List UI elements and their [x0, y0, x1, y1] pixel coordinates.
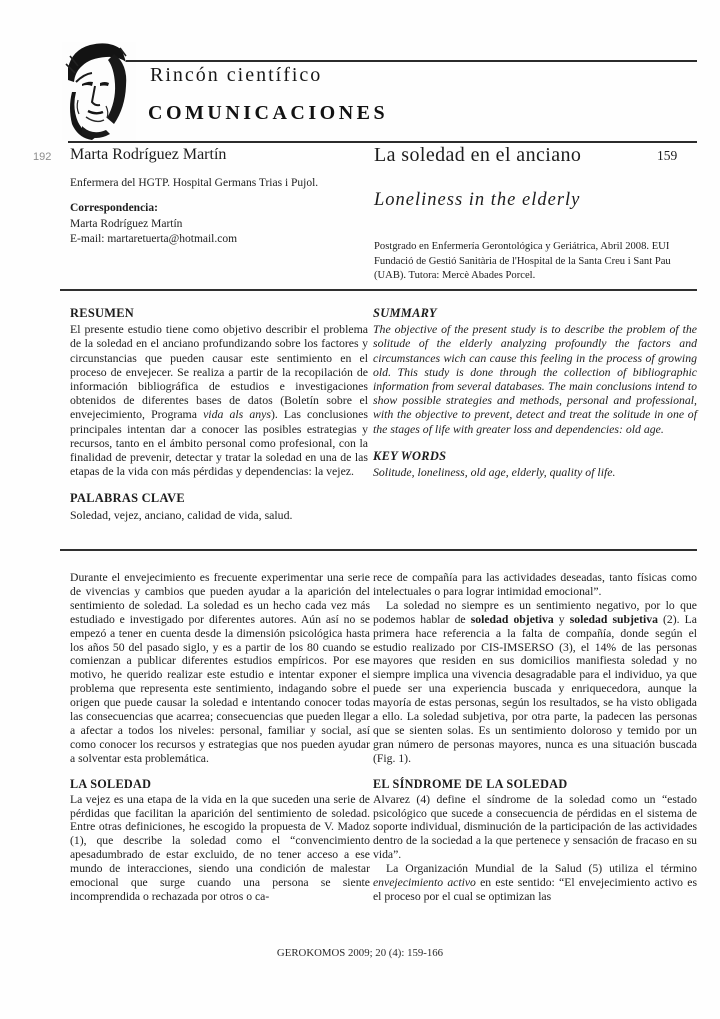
article-title-english: Loneliness in the elderly: [374, 190, 581, 210]
soledad-objetiva-term: soledad objetiva: [470, 612, 554, 626]
envejecimiento-activo-term: envejecimiento activo: [373, 876, 476, 890]
correspondence-name: Marta Rodríguez Martín: [70, 217, 183, 230]
correspondence-email: E-mail: martaretuerta@hotmail.com: [70, 233, 238, 245]
resumen-body: El presente estudio tiene como objetivo describir el problema de la soledad en el anciano profundizando sobre los factores y circunstancias que pueden causar este sentimiento en el proceso de envejecer. Se realiza a partir de la recopilación de información bibliográfica de estudios e investigaciones obtenidos de diferentes bases de datos (Boletín sobre el envejecimiento, Programa vida als anys). Las conclusiones principales intentan dar a conocer las posibles estrategias y recursos, tanto en el ámbito personal como profesional, con la finalidad de prevenir, detectar y tratar la soledad en una de las etapas de la vida con más pérdidas y dependencias: la vejez.: [70, 322, 368, 479]
correspondence-block: [70, 201, 237, 248]
article-title-spanish: La soledad en el anciano: [374, 144, 582, 166]
key-words-list: Solitude, loneliness, old age, elderly, quality of life.: [373, 465, 616, 480]
la-soledad-heading: LA SOLEDAD: [70, 776, 152, 791]
summary-heading: SUMMARY: [373, 306, 437, 320]
header-top-rule: [126, 60, 697, 62]
abstract-spanish: [70, 306, 368, 522]
palabras-clave-list: Soledad, vejez, anciano, calidad de vida, salud.: [70, 507, 293, 522]
article-credits: Postgrado en Enfermería Gerontológica y Geriátrica, Abril 2008. EUI Fundació de Gestió Sanitària de l'Hospital de la Santa Creu i Sant Pau (UAB). Tutora: Mercè Abades Porcel.: [374, 241, 671, 282]
continuation-paragraph: rece de compañía para las actividades deseadas, tanto físicas como intelectuales o para lograr intimidad emocional”.: [373, 571, 697, 598]
section-kicker: Rincón científico: [150, 64, 323, 86]
key-words-heading: KEY WORDS: [373, 448, 447, 463]
oms-paragraph: La Organización Mundial de la Salud (5) utiliza el término envejecimiento activo en este sentido: “El envejecimiento activo es el proceso por el cual se optimizan las: [373, 862, 697, 903]
la-soledad-paragraph: La vejez es una etapa de la vida en la que suceden una serie de pérdidas que facilitan la aparición del sentimiento de soledad. Entre otras definiciones, he escogido la propuesta de V. Madoz (1), que describe la soledad como el “convencimiento apesadumbrado de estar excluido, de no tener acceso a ese mundo de interacciones, siendo una condición de malestar emocional que surge cuando una persona se siente incomprendida o rechazada por otros o ca-: [70, 792, 370, 903]
resumen-italic-phrase: vida als anys: [203, 407, 271, 422]
key-words-block: [373, 449, 697, 479]
journal-citation-footer: GEROKOMOS 2009; 20 (4): 159-166: [0, 947, 720, 959]
body-top-rule: [60, 549, 697, 551]
soledad-types-paragraph: La soledad no siempre es un sentimiento negativo, por lo que podemos hablar de soledad objetiva y soledad subjetiva (2). La primera hace referencia a la falta de compañía, donde según el estudio realizado por CIS-IMSERSO (3), el 14% de las personas mayores que residen en sus domicilios manifiesta soledad y no siempre implica una vivencia desagradable para el individuo, ya que puede ser una experiencia buscada y enriquecedora, aunque la mayoría de estas personas, según los resultados, se ha visto obligada a ello. La soledad subjetiva, por otra parte, la padecen las personas que se sienten solas. Es un sentimiento doloroso y temido por un gran número de personas mayores, nunca es una situación buscada (Fig. 1).: [373, 598, 697, 765]
right-folio-number: 159: [657, 148, 678, 163]
summary-body: The objective of the present study is to describe the problem of the solitude of the elderly analyzing profoundly the factors and circumstances wich can cause this feeling in the process of growing old. This study is done through the collection of bibliographic information from several databases. The main conclusions intend to show possible strategies and methods, personal and professional, with the objective to prevent, detect and treat the solitude in one of the stages of life with greater loss and dependencies: old age.: [373, 322, 697, 436]
body-column-left: [70, 571, 370, 904]
author-affiliation: Enfermera del HGTP. Hospital Germans Trias i Pujol.: [70, 177, 319, 189]
section-title: COMUNICACIONES: [148, 102, 389, 124]
intro-paragraph: Durante el envejecimiento es frecuente experimentar una serie de vivencias y cambios que pueden ayudar a la aparición del sentimiento de soledad. La soledad es un hecho cada vez más estudiado e investigado por diferentes autores. Aún así no se empezó a tener en cuenta desde la dimensión psicológica hasta los años 50 del pasado siglo, y es a partir de los 80 cuando se comienzan a publicar diferentes estudios empíricos. Por ese motivo, he querido realizar este estudio e intentar exponer el problema que representa este sentimiento, indagando sobre el origen que puede causar la soledad e intentando conocer todas las consecuencias que acarrea; consecuencias que pueden llegar a afectar a todos los niveles: personal, familiar y social, así como conocer los recursos y estrategias que nos pueden ayudar a solventar esta problemática.: [70, 571, 370, 765]
resumen-heading: RESUMEN: [70, 306, 135, 320]
elderly-man-portrait-sketch: [62, 42, 136, 141]
body-column-right: [373, 571, 697, 904]
left-folio-number: 192: [33, 151, 52, 163]
palabras-clave-block: [70, 491, 368, 521]
sindrome-soledad-heading: EL SÍNDROME DE LA SOLEDAD: [373, 776, 568, 791]
palabras-clave-heading: PALABRAS CLAVE: [70, 491, 185, 506]
abstract-top-rule: [60, 289, 697, 291]
header-bottom-rule: [68, 141, 697, 143]
correspondence-label: Correspondencia:: [70, 202, 158, 214]
sindrome-definition-paragraph: Alvarez (4) define el síndrome de la soledad como un “estado psicológico que sucede a consecuencia de pérdidas en el sistema de soporte individual, disminución de la participación de las actividades dentro de la sociedad a la que pertenece y sensación de fracaso en su vida”.: [373, 792, 697, 862]
soledad-subjetiva-term: soledad subjetiva: [569, 612, 658, 626]
author-name: Marta Rodríguez Martín: [70, 146, 227, 163]
abstract-english: [373, 306, 697, 479]
